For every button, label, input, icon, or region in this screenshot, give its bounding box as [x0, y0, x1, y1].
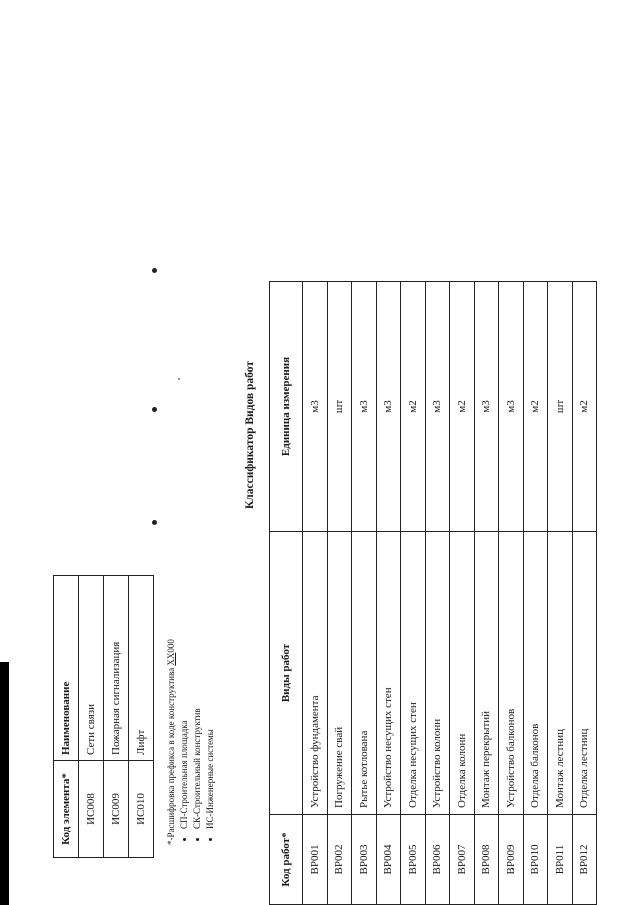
table-row: [523, 282, 548, 905]
work-type: Устройство колонн: [425, 532, 450, 815]
unit: м3: [499, 282, 524, 532]
work-code: ВР006: [425, 815, 450, 905]
table-row: [104, 576, 129, 858]
unit: м2: [450, 282, 475, 532]
work-type: Погружение свай: [327, 532, 352, 815]
unit: м3: [474, 282, 499, 532]
work-type: Рытье котлована: [352, 532, 377, 815]
work-code: ВР010: [523, 815, 548, 905]
works-classifier-table: [269, 281, 597, 905]
prefix-list: [178, 639, 217, 845]
footnote-code: XX: [166, 652, 176, 666]
unit: м3: [425, 282, 450, 532]
footnote-suffix: 000: [166, 639, 176, 653]
table-row: [401, 282, 426, 905]
work-type: Устройство балконов: [499, 532, 524, 815]
work-code: ВР002: [327, 815, 352, 905]
element-name: Пожарная сигнализация: [104, 576, 129, 761]
table-header-row: [270, 282, 303, 905]
column-header: Единица измерения: [270, 282, 303, 532]
work-code: ВР007: [450, 815, 475, 905]
element-name: Лифт: [129, 576, 154, 761]
element-code: ИС009: [104, 761, 129, 858]
footnote: [165, 639, 217, 845]
column-header: Наименование: [54, 576, 79, 761]
column-header: Виды работ: [270, 532, 303, 815]
footnote-prefix: *-Расшифровка префикса в коде конструктива: [166, 665, 176, 845]
table-row: [79, 576, 104, 858]
column-header: Код элемента*: [54, 761, 79, 858]
work-type: Монтаж перекрытий: [474, 532, 499, 815]
element-name: Сети связи: [79, 576, 104, 761]
work-code: ВР001: [303, 815, 328, 905]
list-item: • СП-Строительная площадка: [178, 639, 191, 829]
unit: м2: [401, 282, 426, 532]
work-code: ВР011: [548, 815, 573, 905]
work-type: Устройство несущих стен: [376, 532, 401, 815]
work-code: ВР012: [572, 815, 597, 905]
column-header: Код работ*: [270, 815, 303, 905]
works-rows: [303, 282, 597, 905]
table-row: [474, 282, 499, 905]
element-code: ИС008: [79, 761, 104, 858]
table-row: [499, 282, 524, 905]
work-type: Монтаж лестниц: [548, 532, 573, 815]
work-code: ВР005: [401, 815, 426, 905]
section-title: Классификатор Видов работ: [244, 360, 256, 510]
unit: шт: [327, 282, 352, 532]
footnote-line: [165, 639, 178, 845]
table-header-row: [54, 576, 79, 858]
table-row: [129, 576, 154, 858]
work-type: Отделка балконов: [523, 532, 548, 815]
work-type: Устройство фундамента: [303, 532, 328, 815]
unit: м3: [303, 282, 328, 532]
work-code: ВР008: [474, 815, 499, 905]
table-row: [572, 282, 597, 905]
work-code: ВР004: [376, 815, 401, 905]
work-type: Отделка колонн: [450, 532, 475, 815]
element-code: ИС010: [129, 761, 154, 858]
work-code: ВР003: [352, 815, 377, 905]
table-row: [425, 282, 450, 905]
work-type: Отделка несущих стен: [401, 532, 426, 815]
unit: м2: [523, 282, 548, 532]
unit: м3: [352, 282, 377, 532]
elements-table: [53, 575, 154, 858]
work-code: ВР009: [499, 815, 524, 905]
table-row: [376, 282, 401, 905]
work-type: Отделка лестниц: [572, 532, 597, 815]
table-row: [450, 282, 475, 905]
table-row: [548, 282, 573, 905]
table-row: [327, 282, 352, 905]
list-item: • СК-Строительный конструктив: [191, 639, 204, 829]
unit: м2: [572, 282, 597, 532]
unit: м3: [376, 282, 401, 532]
list-item: • ИС-Инженерные системы: [204, 639, 217, 829]
unit: шт: [548, 282, 573, 532]
table-row: [303, 282, 328, 905]
table-row: [352, 282, 377, 905]
